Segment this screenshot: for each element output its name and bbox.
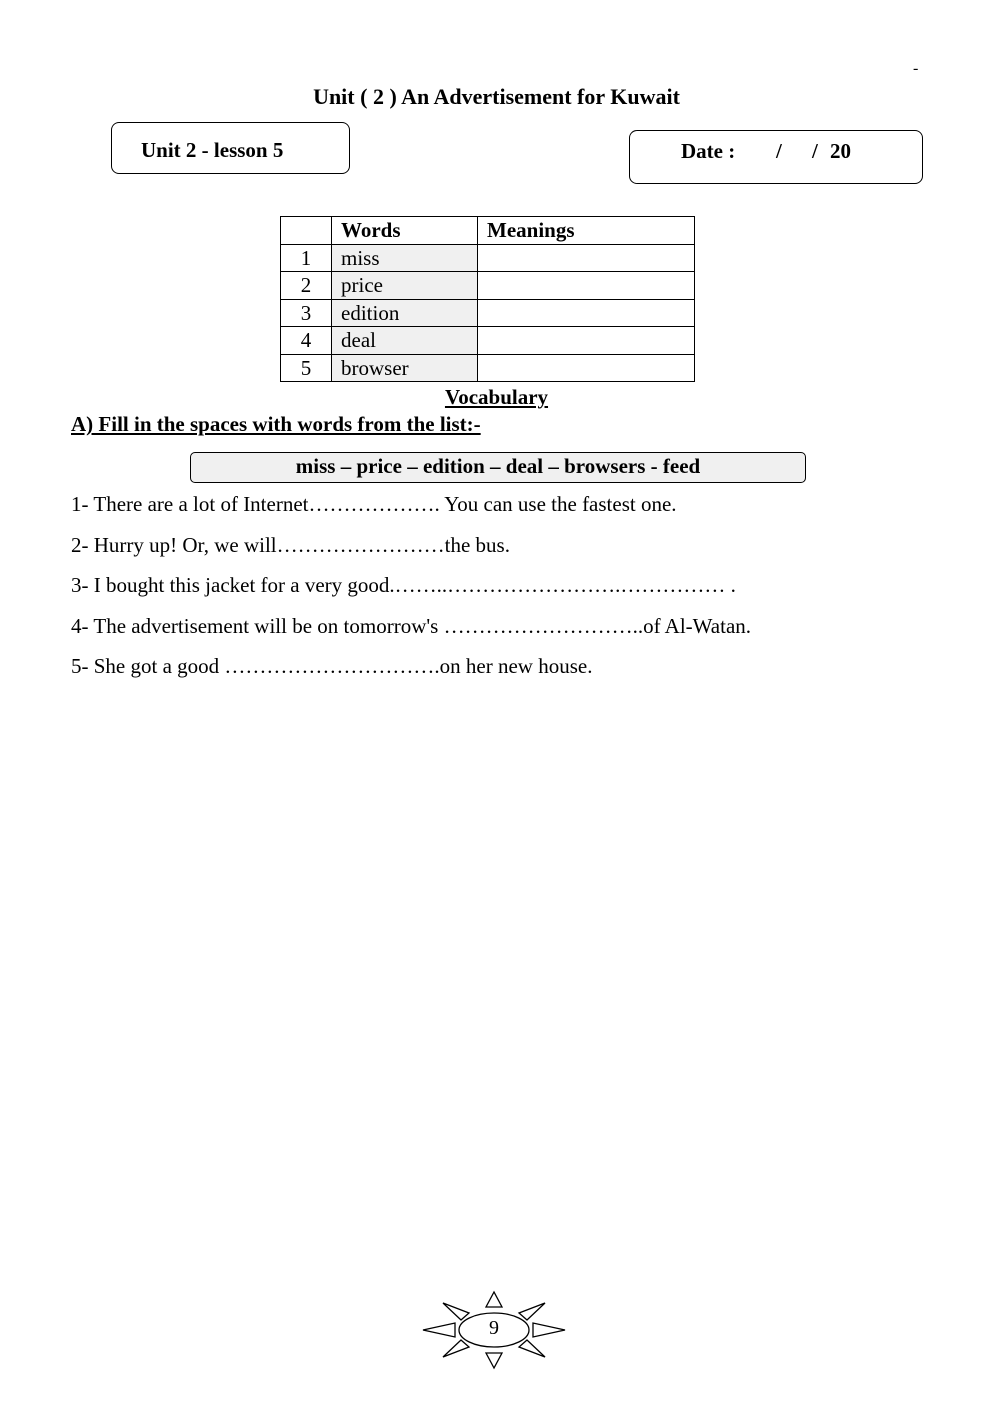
header-meanings: Meanings (478, 217, 695, 245)
date-separator-2: / (812, 139, 818, 163)
header-number (281, 217, 332, 245)
table-row (281, 299, 695, 327)
row-number: 5 (281, 354, 332, 382)
lesson-box (111, 122, 350, 174)
date-box (629, 130, 923, 184)
row-word: miss (332, 244, 478, 272)
date-year: 20 (830, 139, 851, 163)
vocabulary-heading: Vocabulary (444, 385, 549, 409)
sentence-2: 2- Hurry up! Or, we will……………………the bus. (71, 533, 510, 557)
table-row (281, 327, 695, 355)
row-meaning[interactable] (478, 299, 695, 327)
header-words: Words (332, 217, 478, 245)
corner-mark: - (913, 60, 919, 77)
row-word: deal (332, 327, 478, 355)
row-meaning[interactable] (478, 327, 695, 355)
row-number: 4 (281, 327, 332, 355)
row-word: edition (332, 299, 478, 327)
date-separator-1: / (776, 139, 782, 163)
table-header-row (281, 217, 695, 245)
page-title: Unit ( 2 ) An Advertisement for Kuwait (313, 84, 680, 109)
date-label: Date : (681, 139, 736, 163)
word-list-box: miss – price – edition – deal – browsers - feed (190, 452, 806, 483)
lesson-label: Unit 2 - lesson 5 (141, 138, 284, 162)
table-row (281, 272, 695, 300)
row-meaning[interactable] (478, 354, 695, 382)
table-row (281, 244, 695, 272)
sentence-1: 1- There are a lot of Internet………………. You can use the fastest one. (71, 492, 677, 516)
row-number: 1 (281, 244, 332, 272)
sentence-5: 5- She got a good ………………………….on her new house. (71, 654, 593, 678)
page-number: 9 (489, 1317, 499, 1339)
row-meaning[interactable] (478, 244, 695, 272)
row-meaning[interactable] (478, 272, 695, 300)
vocabulary-table (280, 216, 695, 382)
table-row (281, 354, 695, 382)
row-number: 3 (281, 299, 332, 327)
sentence-3: 3- I bought this jacket for a very good.……..…………………….…………… . (71, 573, 736, 597)
exercise-instruction: A) Fill in the spaces with words from the list:- (71, 412, 481, 436)
row-word: price (332, 272, 478, 300)
row-number: 2 (281, 272, 332, 300)
sentence-4: 4- The advertisement will be on tomorrow's ………………………..of Al-Watan. (71, 614, 752, 638)
row-word: browser (332, 354, 478, 382)
